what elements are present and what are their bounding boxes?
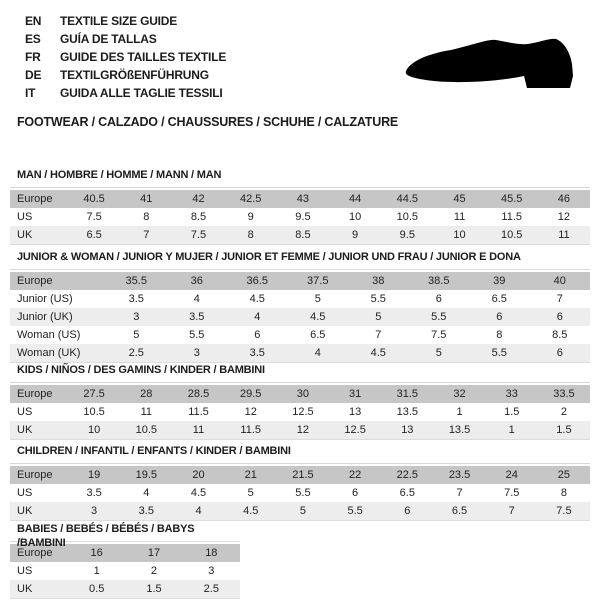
size-value: 10.5 [396, 211, 419, 223]
language-code: ES [25, 32, 41, 46]
size-value: 10 [453, 229, 466, 241]
size-value: 10.5 [83, 406, 105, 418]
size-value: 8 [560, 487, 567, 499]
dress-shoe-icon [396, 26, 576, 101]
size-value: 13.5 [396, 406, 419, 418]
size-table [10, 269, 590, 363]
size-value: 1.5 [556, 424, 572, 436]
size-value: 10 [87, 424, 101, 436]
size-value: 40.5 [83, 193, 105, 205]
size-value: 32 [453, 388, 466, 400]
size-value: 4.5 [190, 487, 207, 499]
size-section [10, 444, 590, 521]
size-value: 2.5 [203, 583, 219, 595]
section-title: KIDS / NIÑOS / DES GAMINS / KINDER / BAMBINI [17, 364, 265, 376]
size-value: 6 [556, 311, 563, 323]
size-value: 17 [147, 547, 161, 559]
size-value: 3.5 [86, 487, 102, 499]
size-value: 6.5 [491, 293, 507, 305]
size-value: 12 [557, 211, 571, 223]
table-row [10, 544, 240, 562]
size-value: 9.5 [295, 211, 311, 223]
row-label: US [17, 565, 33, 577]
size-value: 1 [93, 565, 100, 577]
size-value: 4 [193, 293, 200, 305]
size-value: 39 [493, 275, 506, 287]
size-value: 3.5 [189, 311, 205, 323]
size-value: 11 [140, 406, 153, 418]
table-row [10, 344, 590, 362]
size-value: 41 [140, 193, 153, 205]
size-value: 38.5 [428, 275, 450, 287]
size-value: 4 [195, 505, 202, 517]
size-value: 31.5 [396, 388, 419, 400]
size-value: 8 [143, 211, 150, 223]
size-value: 21 [244, 469, 257, 481]
size-value: 13 [401, 424, 414, 436]
row-label: US [17, 406, 33, 418]
size-value: 36.5 [246, 275, 268, 287]
size-value: 9 [352, 229, 359, 241]
language-list [25, 12, 226, 102]
size-value: 5.5 [347, 505, 363, 517]
language-row [25, 12, 226, 30]
size-value: 33 [505, 388, 518, 400]
size-value: 5.5 [431, 311, 447, 323]
row-label: US [17, 487, 33, 499]
size-value: 5.5 [491, 347, 507, 359]
size-value: 6 [496, 311, 503, 323]
language-row [25, 84, 226, 102]
row-label: UK [17, 424, 33, 436]
size-value: 4.5 [310, 311, 326, 323]
size-value: 5 [247, 487, 254, 499]
size-value: 5.5 [295, 487, 311, 499]
size-value: 7.5 [86, 211, 102, 223]
size-value: 13.5 [448, 424, 471, 436]
language-row [25, 66, 226, 84]
size-value: 19 [87, 469, 101, 481]
size-value: 12.5 [344, 424, 366, 436]
size-value: 38 [372, 275, 385, 287]
size-value: 11 [558, 229, 570, 241]
size-value: 1.5 [504, 406, 520, 418]
size-value: 1 [508, 424, 515, 436]
row-label: Europe [17, 469, 53, 481]
size-value: 7.5 [556, 505, 572, 517]
size-value: 16 [90, 547, 103, 559]
size-value: 3.5 [249, 347, 265, 359]
size-value: 12 [296, 424, 310, 436]
size-value: 25 [557, 469, 571, 481]
size-value: 4.5 [249, 293, 265, 305]
section-title: MAN / HOMBRE / HOMME / MANN / MAN [17, 169, 222, 181]
size-value: 8 [247, 229, 254, 241]
language-row [25, 30, 226, 48]
size-value: 19.5 [135, 469, 158, 481]
size-value: 5 [435, 347, 442, 359]
size-value: 7 [508, 505, 515, 517]
size-value: 5 [314, 293, 321, 305]
size-section [10, 522, 240, 599]
size-section [10, 250, 590, 363]
size-value: 6 [254, 329, 261, 341]
size-value: 1.5 [146, 583, 162, 595]
size-value: 45.5 [501, 193, 523, 205]
size-value: 2 [560, 406, 567, 418]
category-line: FOOTWEAR / CALZADO / CHAUSSURES / SCHUHE / CALZATURE [17, 115, 399, 129]
language-code: EN [25, 14, 42, 28]
size-value: 22 [348, 469, 362, 481]
size-value: 4.5 [243, 505, 259, 517]
size-value: 6.5 [451, 505, 468, 517]
language-title: GUIDE DES TAILLES TEXTILE [60, 50, 227, 64]
table-row [10, 421, 590, 439]
size-value: 1 [456, 406, 463, 418]
language-title: GUIDA ALLE TAGLIE TESSILI [60, 86, 223, 100]
size-value: 6 [435, 293, 442, 305]
size-value: 3 [208, 565, 215, 577]
size-value: 20 [192, 469, 205, 481]
table-row [10, 385, 590, 403]
size-value: 7.5 [190, 229, 207, 241]
size-value: 11.5 [240, 424, 261, 436]
size-value: 3.5 [138, 505, 154, 517]
size-value: 35.5 [125, 275, 147, 287]
table-row [10, 403, 590, 421]
language-title: TEXTILE SIZE GUIDE [60, 14, 178, 28]
size-value: 44 [348, 193, 362, 205]
table-row [10, 502, 590, 520]
row-label: Europe [17, 547, 53, 559]
size-value: 6 [556, 347, 563, 359]
row-label: UK [17, 505, 33, 517]
size-value: 30 [296, 388, 310, 400]
language-row [25, 48, 226, 66]
size-value: 10.5 [501, 229, 523, 241]
size-value: 11 [453, 211, 466, 223]
size-value: 6 [404, 505, 411, 517]
size-value: 7 [375, 329, 382, 341]
size-value: 8.5 [552, 329, 568, 341]
size-value: 7 [143, 229, 150, 241]
size-value: 4.5 [370, 347, 386, 359]
language-title: TEXTILGRÖßENFÜHRUNG [60, 68, 209, 82]
size-value: 2.5 [128, 347, 144, 359]
table-row [10, 484, 590, 502]
size-value: 11.5 [188, 406, 209, 418]
size-value: 7.5 [504, 487, 520, 499]
table-row [10, 326, 590, 344]
size-value: 2 [150, 565, 158, 577]
size-value: 8.5 [190, 211, 207, 223]
size-value: 12.5 [292, 406, 314, 418]
table-row [10, 466, 590, 484]
section-title: BABIES / BEBÉS / BÉBÉS / BABYS /BAMBINI [17, 523, 195, 549]
language-code: DE [25, 68, 42, 82]
size-value: 6.5 [310, 329, 326, 341]
size-value: 4 [254, 311, 261, 323]
size-value: 24 [505, 469, 518, 481]
row-label: Europe [17, 388, 53, 400]
table-row [10, 208, 590, 226]
size-value: 27.5 [83, 388, 105, 400]
size-value: 7 [456, 487, 463, 499]
row-label: Junior (UK) [17, 311, 73, 323]
size-value: 10 [348, 211, 362, 223]
size-value: 11.5 [501, 211, 523, 223]
size-section [10, 363, 590, 440]
size-value: 7 [556, 293, 563, 305]
size-value: 3 [133, 311, 140, 323]
table-row [10, 272, 590, 290]
size-value: 7.5 [431, 329, 447, 341]
size-value: 3.5 [128, 293, 144, 305]
size-value: 18 [205, 547, 218, 559]
size-value: 0.5 [89, 583, 105, 595]
size-value: 28.5 [187, 388, 210, 400]
size-value: 36 [190, 275, 203, 287]
size-value: 8 [496, 329, 503, 341]
row-label: UK [17, 583, 33, 595]
row-label: UK [17, 229, 33, 241]
size-section [10, 168, 590, 245]
table-row [10, 308, 590, 326]
size-value: 46 [557, 193, 571, 205]
size-table [10, 541, 240, 599]
size-value: 5 [299, 505, 306, 517]
language-code: IT [25, 86, 36, 100]
row-label: Woman (US) [17, 329, 81, 341]
section-title: JUNIOR & WOMAN / JUNIOR Y MUJER / JUNIOR ET FEMME / JUNIOR UND FRAU / JUNIOR E DONA [17, 251, 521, 263]
size-value: 22.5 [396, 469, 419, 481]
table-row [10, 562, 240, 580]
size-value: 6.5 [399, 487, 415, 499]
size-value: 5 [133, 329, 140, 341]
language-title: GUÍA DE TALLAS [60, 32, 157, 46]
language-code: FR [25, 50, 41, 64]
size-value: 44.5 [396, 193, 419, 205]
row-label: Europe [17, 275, 53, 287]
table-row [10, 190, 590, 208]
size-value: 8.5 [295, 229, 311, 241]
size-value: 42 [192, 193, 205, 205]
size-value: 40 [553, 275, 566, 287]
row-label: Woman (UK) [17, 347, 81, 359]
size-value: 9.5 [399, 229, 415, 241]
size-value: 31 [348, 388, 362, 400]
size-value: 9 [247, 211, 254, 223]
size-value: 13 [348, 406, 362, 418]
table-row [10, 580, 240, 598]
size-value: 21.5 [292, 469, 314, 481]
size-value: 42.5 [240, 193, 262, 205]
size-value: 37.5 [307, 275, 329, 287]
size-value: 10.5 [135, 424, 158, 436]
size-value: 6.5 [86, 229, 102, 241]
size-value: 5.5 [370, 293, 386, 305]
table-row [10, 226, 590, 244]
size-table [10, 187, 590, 245]
size-value: 5 [375, 311, 382, 323]
row-label: Junior (US) [17, 293, 73, 305]
size-value: 4 [143, 487, 150, 499]
size-value: 45 [453, 193, 466, 205]
size-value: 33.5 [553, 388, 575, 400]
row-label: Europe [17, 193, 53, 205]
size-value: 3 [91, 505, 98, 517]
size-value: 11 [192, 424, 205, 436]
row-label: US [17, 211, 33, 223]
size-value: 3 [193, 347, 200, 359]
table-row [10, 290, 590, 308]
size-value: 28 [140, 388, 153, 400]
size-value: 4 [314, 347, 321, 359]
size-value: 23.5 [448, 469, 471, 481]
size-table [10, 463, 590, 521]
size-table [10, 382, 590, 440]
size-value: 5.5 [189, 329, 205, 341]
size-value: 29.5 [240, 388, 262, 400]
section-title: CHILDREN / INFANTIL / ENFANTS / KINDER / BAMBINI [17, 445, 291, 457]
size-value: 12 [244, 406, 257, 418]
size-value: 43 [296, 193, 310, 205]
size-value: 6 [352, 487, 359, 499]
